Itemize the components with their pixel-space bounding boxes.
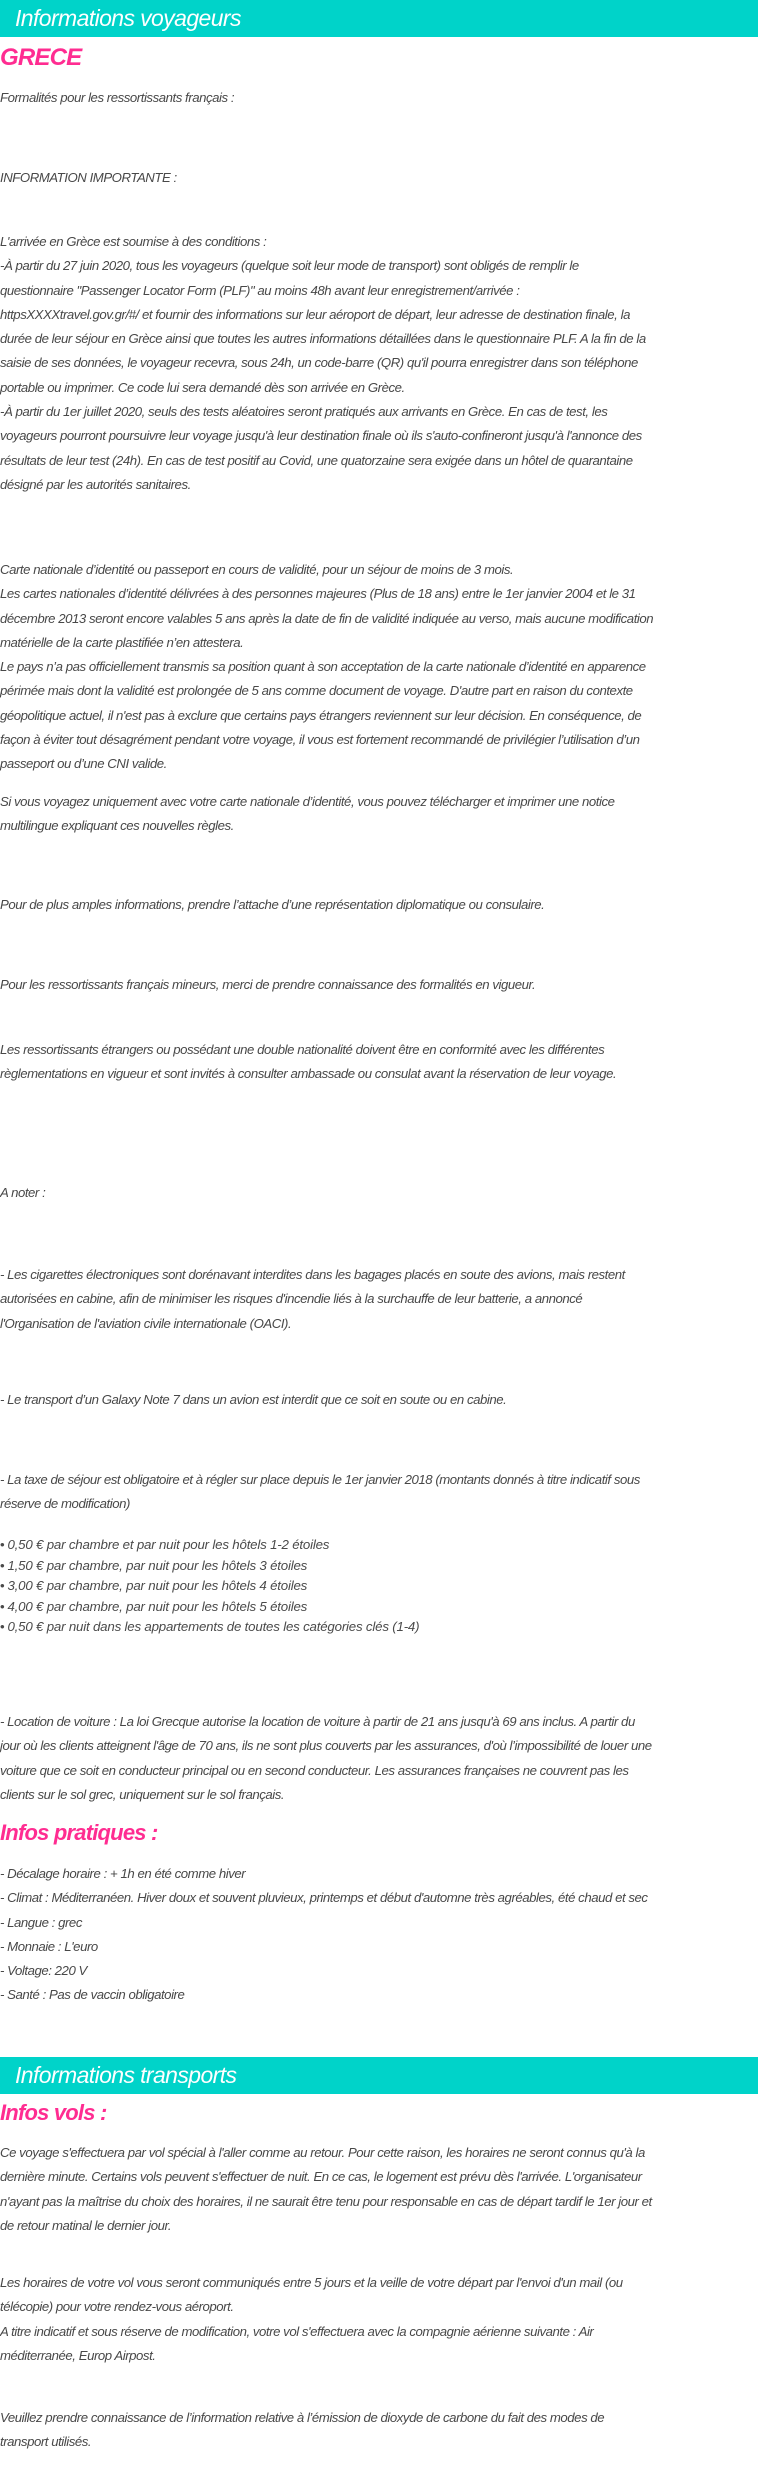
section-header-informations-voyageurs: Informations voyageurs — [0, 0, 758, 37]
text-line: L'arrivée en Grèce est soumise à des conditions : — [0, 234, 267, 249]
text-line: Ce voyage s'effectuera par vol spécial à l'aller comme au retour. Pour cette raison, les horaires ne seront connus qu'à la — [0, 2145, 645, 2160]
practical-info-item: - Santé : Pas de vaccin obligatoire — [0, 1987, 185, 2003]
list-item-text: 1,50 € par chambre, par nuit pour les hôtels 3 étoiles — [7, 1557, 308, 1573]
text-line: clients sur le sol grec, uniquement sur le sol français. — [0, 1786, 285, 1802]
text-line: Les horaires de votre vol vous seront communiqués entre 5 jours et la veille de votre départ par l'envoi d'un mail (ou — [0, 2275, 623, 2290]
list-item — [0, 1597, 419, 1618]
more-info-diplomatic: Pour de plus amples informations, prendre l’attache d’une représentation diplomatique ou consulaire. — [0, 897, 545, 912]
list-item-text: 4,00 € par chambre, par nuit pour les hôtels 5 étoiles — [7, 1598, 308, 1614]
bullet-icon: • — [0, 1578, 5, 1593]
infos-pratiques-list — [0, 1862, 758, 2008]
text-line: durée de leur séjour en Grèce ainsi que toutes les autres informations détaillées dans le questionnaire PLF. A la fin de la — [0, 331, 646, 347]
taxe-list — [0, 1535, 419, 1638]
text-line: autorisées en cabine, afin de minimiser les risques d'incendie liés à la surchauffe de leur batterie, a annoncé — [0, 1291, 583, 1307]
text-line: voiture que ce soit en conducteur principal ou en second conducteur. Les assurances françaises ne couvrent pas les — [0, 1762, 629, 1778]
formalites-intro: Formalités pour les ressortissants français : — [0, 90, 235, 105]
practical-info-item: - Langue : grec — [0, 1914, 82, 1930]
text-line: Si vous voyagez uniquement avec votre carte nationale d’identité, vous pouvez télécharger et imprimer une notice — [0, 794, 615, 809]
section-header-informations-transports: Informations transports — [0, 2057, 758, 2094]
text-line: résultats de leur test (24h). En cas de test positif au Covid, une quatorzaine sera exigée dans un hôtel de quarantaine — [0, 452, 633, 468]
practical-info-item: - Décalage horaire : + 1h en été comme hiver — [0, 1866, 246, 1881]
country-title: GRECE — [0, 44, 82, 71]
car-rental-notice — [0, 1710, 758, 1807]
text-line: - La taxe de séjour est obligatoire et à régler sur place depuis le 1er janvier 2018 (montants donnés à titre indicatif sous — [0, 1472, 640, 1487]
foreigners-notice — [0, 1038, 758, 1087]
text-line: dernière minute. Certains vols peuvent s'effectuer de nuit. En ce cas, le logement est prévu dès l'arrivée. L'organisateur — [0, 2169, 642, 2185]
list-item-text: 0,50 € par nuit dans les appartements de toutes les catégories clés (1-4) — [7, 1619, 420, 1634]
text-line: règlementations en vigueur et sont invités à consulter ambassade ou consulat avant la réservation de leur voyage. — [0, 1066, 617, 1082]
multilingual-notice[interactable] — [0, 790, 758, 839]
important-label: INFORMATION IMPORTANTE : — [0, 170, 177, 185]
text-line: façon à éviter tout désagrément pendant votre voyage, il vous est fortement recommandé de privilégier l’utilisation d’un — [0, 732, 640, 748]
text-line: matérielle de la carte plastifiée n’en attestera. — [0, 634, 244, 650]
practical-info-item: - Monnaie : L'euro — [0, 1938, 98, 1954]
text-line: Carte nationale d’identité ou passeport en cours de validité, pour un séjour de moins de 3 mois. — [0, 562, 514, 577]
text-line: passeport ou d’une CNI valide. — [0, 756, 167, 772]
minors-formalities: Pour les ressortissants français mineurs, merci de prendre connaissance des formalités en vigueur. — [0, 977, 536, 992]
text-line: l'Organisation de l'aviation civile internationale (OACI). — [0, 1315, 292, 1331]
text-line: n'ayant pas la maîtrise du choix des horaires, il ne saurait être tenu pour responsable en cas de départ tardif le 1er jour et — [0, 2193, 652, 2209]
list-item — [0, 1535, 419, 1556]
text-line: Les cartes nationales d’identité délivrées à des personnes majeures (Plus de 18 ans) entre le 1er janvier 2004 et le 31 — [0, 586, 636, 602]
a-noter-label: A noter : — [0, 1185, 46, 1200]
infos-vols-title: Infos vols : — [0, 2100, 107, 2125]
text-line: périmée mais dont la validité est prolongée de 5 ans comme document de voyage. D'autre part en raison du contexte — [0, 683, 633, 699]
list-item — [0, 1617, 419, 1638]
text-line: -À partir du 27 juin 2020, tous les voyageurs (quelque soit leur mode de transport) sont obligés de remplir le — [0, 258, 579, 274]
list-item-text: 3,00 € par chambre, par nuit pour les hôtels 4 étoiles — [7, 1578, 308, 1593]
bullet-icon: • — [0, 1557, 5, 1573]
practical-info-item: - Voltage: 220 V — [0, 1963, 87, 1979]
taxe-sejour-notice — [0, 1468, 758, 1517]
plf-link-line[interactable]: httpsXXXXtravel.gov.gr/#/ et fournir des informations sur leur aéroport de départ, leur adresse de destination finale, la — [0, 306, 630, 322]
co2-emission-notice[interactable] — [0, 2406, 758, 2455]
list-item-text: 0,50 € par chambre et par nuit pour les hôtels 1-2 étoiles — [7, 1537, 330, 1552]
text-line: - Les cigarettes électroniques sont dorénavant interdites dans les bagages placés en soute des avions, mais restent — [0, 1267, 625, 1282]
text-line: méditerranée, Europ Airpost. — [0, 2347, 156, 2363]
text-line: Le pays n’a pas officiellement transmis sa position quant à son acceptation de la carte nationale d’identité en apparence — [0, 659, 646, 675]
text-line: transport utilisés. — [0, 2434, 92, 2450]
text-line: télécopie) pour votre rendez-vous aéroport. — [0, 2299, 234, 2315]
bullet-icon: • — [0, 1598, 5, 1614]
text-line: questionnaire "Passenger Locator Form (PLF)" au moins 48h avant leur enregistrement/arrivée : — [0, 282, 520, 298]
list-item — [0, 1576, 419, 1597]
text-line: jour où les clients atteignent l'âge de 70 ans, ils ne sont plus couverts par les assurances, d'où l’impossibilité de louer une — [0, 1738, 652, 1754]
text-line: réserve de modification) — [0, 1496, 130, 1512]
infos-pratiques-title: Infos pratiques : — [0, 1820, 158, 1845]
text-line: voyageurs pourront poursuivre leur voyage jusqu'à leur destination finale où ils s'auto-confineront jusqu'à l'annonce des — [0, 428, 642, 444]
text-line: A titre indicatif et sous réserve de modification, votre vol s'effectuera avec la compagnie aérienne suivante : Air — [0, 2323, 594, 2339]
text-line: désigné par les autorités sanitaires. — [0, 476, 191, 492]
vol-special-notice — [0, 2141, 758, 2238]
text-line: portable ou imprimer. Ce code lui sera demandé dès son arrivée en Grèce. — [0, 379, 405, 395]
text-line: multilingue expliquant ces nouvelles règles. — [0, 818, 234, 834]
text-line: Veuillez prendre connaissance de l’information relative à l’émission de dioxyde de carbone du fait des modes de — [0, 2410, 605, 2425]
bullet-icon: • — [0, 1619, 5, 1634]
arrival-conditions — [0, 230, 758, 497]
list-item — [0, 1556, 419, 1577]
practical-info-item: - Climat : Méditerranéen. Hiver doux et souvent pluvieux, printemps et début d'automne très agréables, été chaud et sec — [0, 1890, 648, 1906]
text-line: géopolitique actuel, il n'est pas à exclure que certains pays étrangers reviennent sur leur décision. En conséquence, de — [0, 707, 642, 723]
horaires-notice — [0, 2271, 758, 2368]
id-card-requirements — [0, 558, 758, 777]
text-line: de retour matinal le dernier jour. — [0, 2217, 172, 2233]
galaxy-notice: - Le transport d’un Galaxy Note 7 dans un avion est interdit que ce soit en soute ou en cabine. — [0, 1392, 507, 1407]
text-line: -À partir du 1er juillet 2020, seuls des tests aléatoires seront pratiqués aux arrivants en Grèce. En cas de test, les — [0, 404, 608, 420]
text-line: Les ressortissants étrangers ou possédant une double nationalité doivent être en conformité avec les différentes — [0, 1042, 605, 1057]
text-line: décembre 2013 seront encore valables 5 ans après la date de fin de validité indiquée au verso, mais aucune modification — [0, 610, 654, 626]
bullet-icon: • — [0, 1537, 5, 1552]
text-line: - Location de voiture : La loi Grecque autorise la location de voiture à partir de 21 ans jusqu'à 69 ans inclus. A partir du — [0, 1714, 635, 1729]
text-line: saisie de ses données, le voyageur recevra, sous 24h, un code-barre (QR) qu'il pourra enregistrer dans son téléphone — [0, 355, 638, 371]
cigarettes-notice — [0, 1263, 758, 1336]
